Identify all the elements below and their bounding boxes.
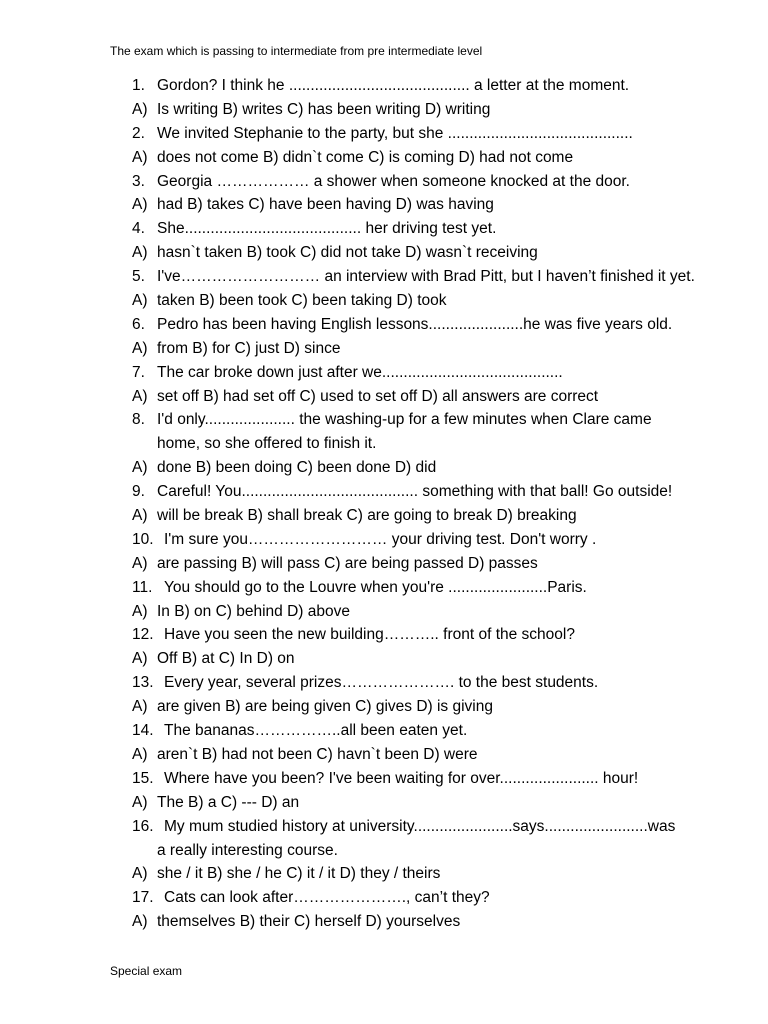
question-number: 11.: [132, 578, 153, 596]
answer-options-text: are given B) are being given C) gives D) is giving: [157, 698, 493, 716]
answer-options-line: [0, 552, 768, 576]
page-footer: Special exam: [110, 964, 183, 978]
question-text: Pedro has been having English lessons......................he was five years old.: [157, 315, 673, 333]
option-marker: A): [132, 459, 148, 477]
answer-options-line: [0, 743, 768, 767]
answer-options-text: will be break B) shall break C) are going to break D) breaking: [157, 507, 577, 525]
question-number: 6.: [132, 315, 145, 333]
question-text: home, so she offered to finish it.: [157, 435, 377, 453]
option-marker: A): [132, 148, 148, 166]
page-header: The exam which is passing to intermediate from pre intermediate level: [110, 44, 483, 58]
answer-options-text: from B) for C) just D) since: [157, 339, 341, 357]
exam-question-list: [0, 74, 768, 934]
question-text: Careful! You......................................... something with that ball! Go outside!: [157, 483, 673, 501]
question-number: 16.: [132, 817, 154, 835]
question-text: You should go to the Louvre when you're .......................Paris.: [164, 578, 587, 596]
answer-options-line: [0, 695, 768, 719]
answer-options-text: set off B) had set off C) used to set off D) all answers are correct: [157, 387, 599, 405]
option-marker: A): [132, 507, 148, 525]
answer-options-line: [0, 862, 768, 886]
answer-options-line: [0, 647, 768, 671]
answer-options-text: are passing B) will pass C) are being passed D) passes: [157, 554, 538, 572]
question-text: We invited Stephanie to the party, but she ...........................................: [157, 124, 633, 142]
answer-options-text: taken B) been took C) been taking D) took: [157, 292, 447, 310]
answer-options-line: [0, 193, 768, 217]
question-line: [0, 313, 768, 337]
question-number: 10.: [132, 530, 154, 548]
question-text: Where have you been? I've been waiting for over....................... hour!: [164, 769, 639, 787]
question-text: She......................................... her driving test yet.: [157, 220, 497, 238]
answer-options-text: done B) been doing C) been done D) did: [157, 459, 437, 477]
answer-options-text: The B) a C) --- D) an: [157, 793, 300, 811]
question-line: [0, 528, 768, 552]
question-text: I'm sure you……………………… your driving test. Don't worry .: [164, 530, 597, 548]
question-text: I'd only..................... the washing-up for a few minutes when Clare came: [157, 411, 652, 429]
answer-options-line: [0, 289, 768, 313]
option-marker: A): [132, 100, 148, 118]
question-number: 9.: [132, 483, 145, 501]
question-line: [0, 480, 768, 504]
answer-options-text: Off B) at C) In D) on: [157, 650, 295, 668]
question-line: [0, 361, 768, 385]
answer-options-text: Is writing B) writes C) has been writing D) writing: [157, 100, 491, 118]
question-text: My mum studied history at university.......................says........................was: [164, 817, 676, 835]
question-continuation-line: [0, 432, 768, 456]
answer-options-text: had B) takes C) have been having D) was having: [157, 196, 494, 214]
question-number: 15.: [132, 769, 154, 787]
option-marker: A): [132, 793, 148, 811]
question-text: The bananas……………..all been eaten yet.: [164, 722, 468, 740]
option-marker: A): [132, 698, 148, 716]
option-marker: A): [132, 745, 148, 763]
answer-options-line: [0, 504, 768, 528]
answer-options-text: themselves B) their C) herself D) yourselves: [157, 913, 461, 931]
answer-options-line: [0, 98, 768, 122]
question-text: Have you seen the new building……….. front of the school?: [164, 626, 575, 644]
question-number: 3.: [132, 172, 145, 190]
question-number: 5.: [132, 268, 145, 286]
option-marker: A): [132, 292, 148, 310]
question-line: [0, 217, 768, 241]
question-line: [0, 408, 768, 432]
answer-options-text: In B) on C) behind D) above: [157, 602, 350, 620]
question-number: 7.: [132, 363, 145, 381]
option-marker: A): [132, 913, 148, 931]
option-marker: A): [132, 387, 148, 405]
question-text: Gordon? I think he .......................................... a letter at the moment.: [157, 77, 630, 94]
question-number: 8.: [132, 411, 145, 429]
question-line: [0, 815, 768, 839]
question-number: 14.: [132, 722, 154, 740]
option-marker: A): [132, 554, 148, 572]
answer-options-text: does not come B) didn`t come C) is coming D) had not come: [157, 148, 574, 166]
option-marker: A): [132, 650, 148, 668]
question-continuation-line: [0, 839, 768, 863]
question-line: [0, 265, 768, 289]
question-text: The car broke down just after we..........................................: [157, 363, 563, 381]
option-marker: A): [132, 196, 148, 214]
question-text: I've……………………… an interview with Brad Pitt, but I haven’t finished it yet.: [157, 268, 695, 286]
question-number: 2.: [132, 124, 145, 142]
option-marker: A): [132, 602, 148, 620]
question-text: Georgia ……………… a shower when someone knocked at the door.: [157, 172, 630, 190]
question-number: 13.: [132, 674, 154, 692]
question-number: 4.: [132, 220, 145, 238]
answer-options-line: [0, 146, 768, 170]
answer-options-line: [0, 456, 768, 480]
answer-options-line: [0, 385, 768, 409]
answer-options-text: hasn`t taken B) took C) did not take D) wasn`t receiving: [157, 244, 538, 262]
answer-options-line: [0, 791, 768, 815]
answer-options-line: [0, 600, 768, 624]
question-line: [0, 576, 768, 600]
question-line: [0, 74, 768, 98]
question-line: [0, 886, 768, 910]
question-number: 12.: [132, 626, 154, 644]
answer-options-text: aren`t B) had not been C) havn`t been D) were: [157, 745, 478, 763]
option-marker: A): [132, 244, 148, 262]
question-line: [0, 122, 768, 146]
answer-options-line: [0, 241, 768, 265]
question-text: Every year, several prizes…………………. to the best students.: [164, 674, 599, 692]
answer-options-text: she / it B) she / he C) it / it D) they / theirs: [157, 865, 441, 883]
answer-options-line: [0, 337, 768, 361]
question-number: 1.: [132, 77, 145, 94]
question-text: Cats can look after…………………., can’t they?: [164, 889, 490, 907]
question-line: [0, 671, 768, 695]
option-marker: A): [132, 339, 148, 357]
question-text: a really interesting course.: [157, 841, 338, 859]
question-line: [0, 767, 768, 791]
option-marker: A): [132, 865, 148, 883]
question-number: 17.: [132, 889, 154, 907]
answer-options-line: [0, 910, 768, 934]
question-line: [0, 719, 768, 743]
question-line: [0, 170, 768, 194]
question-line: [0, 623, 768, 647]
